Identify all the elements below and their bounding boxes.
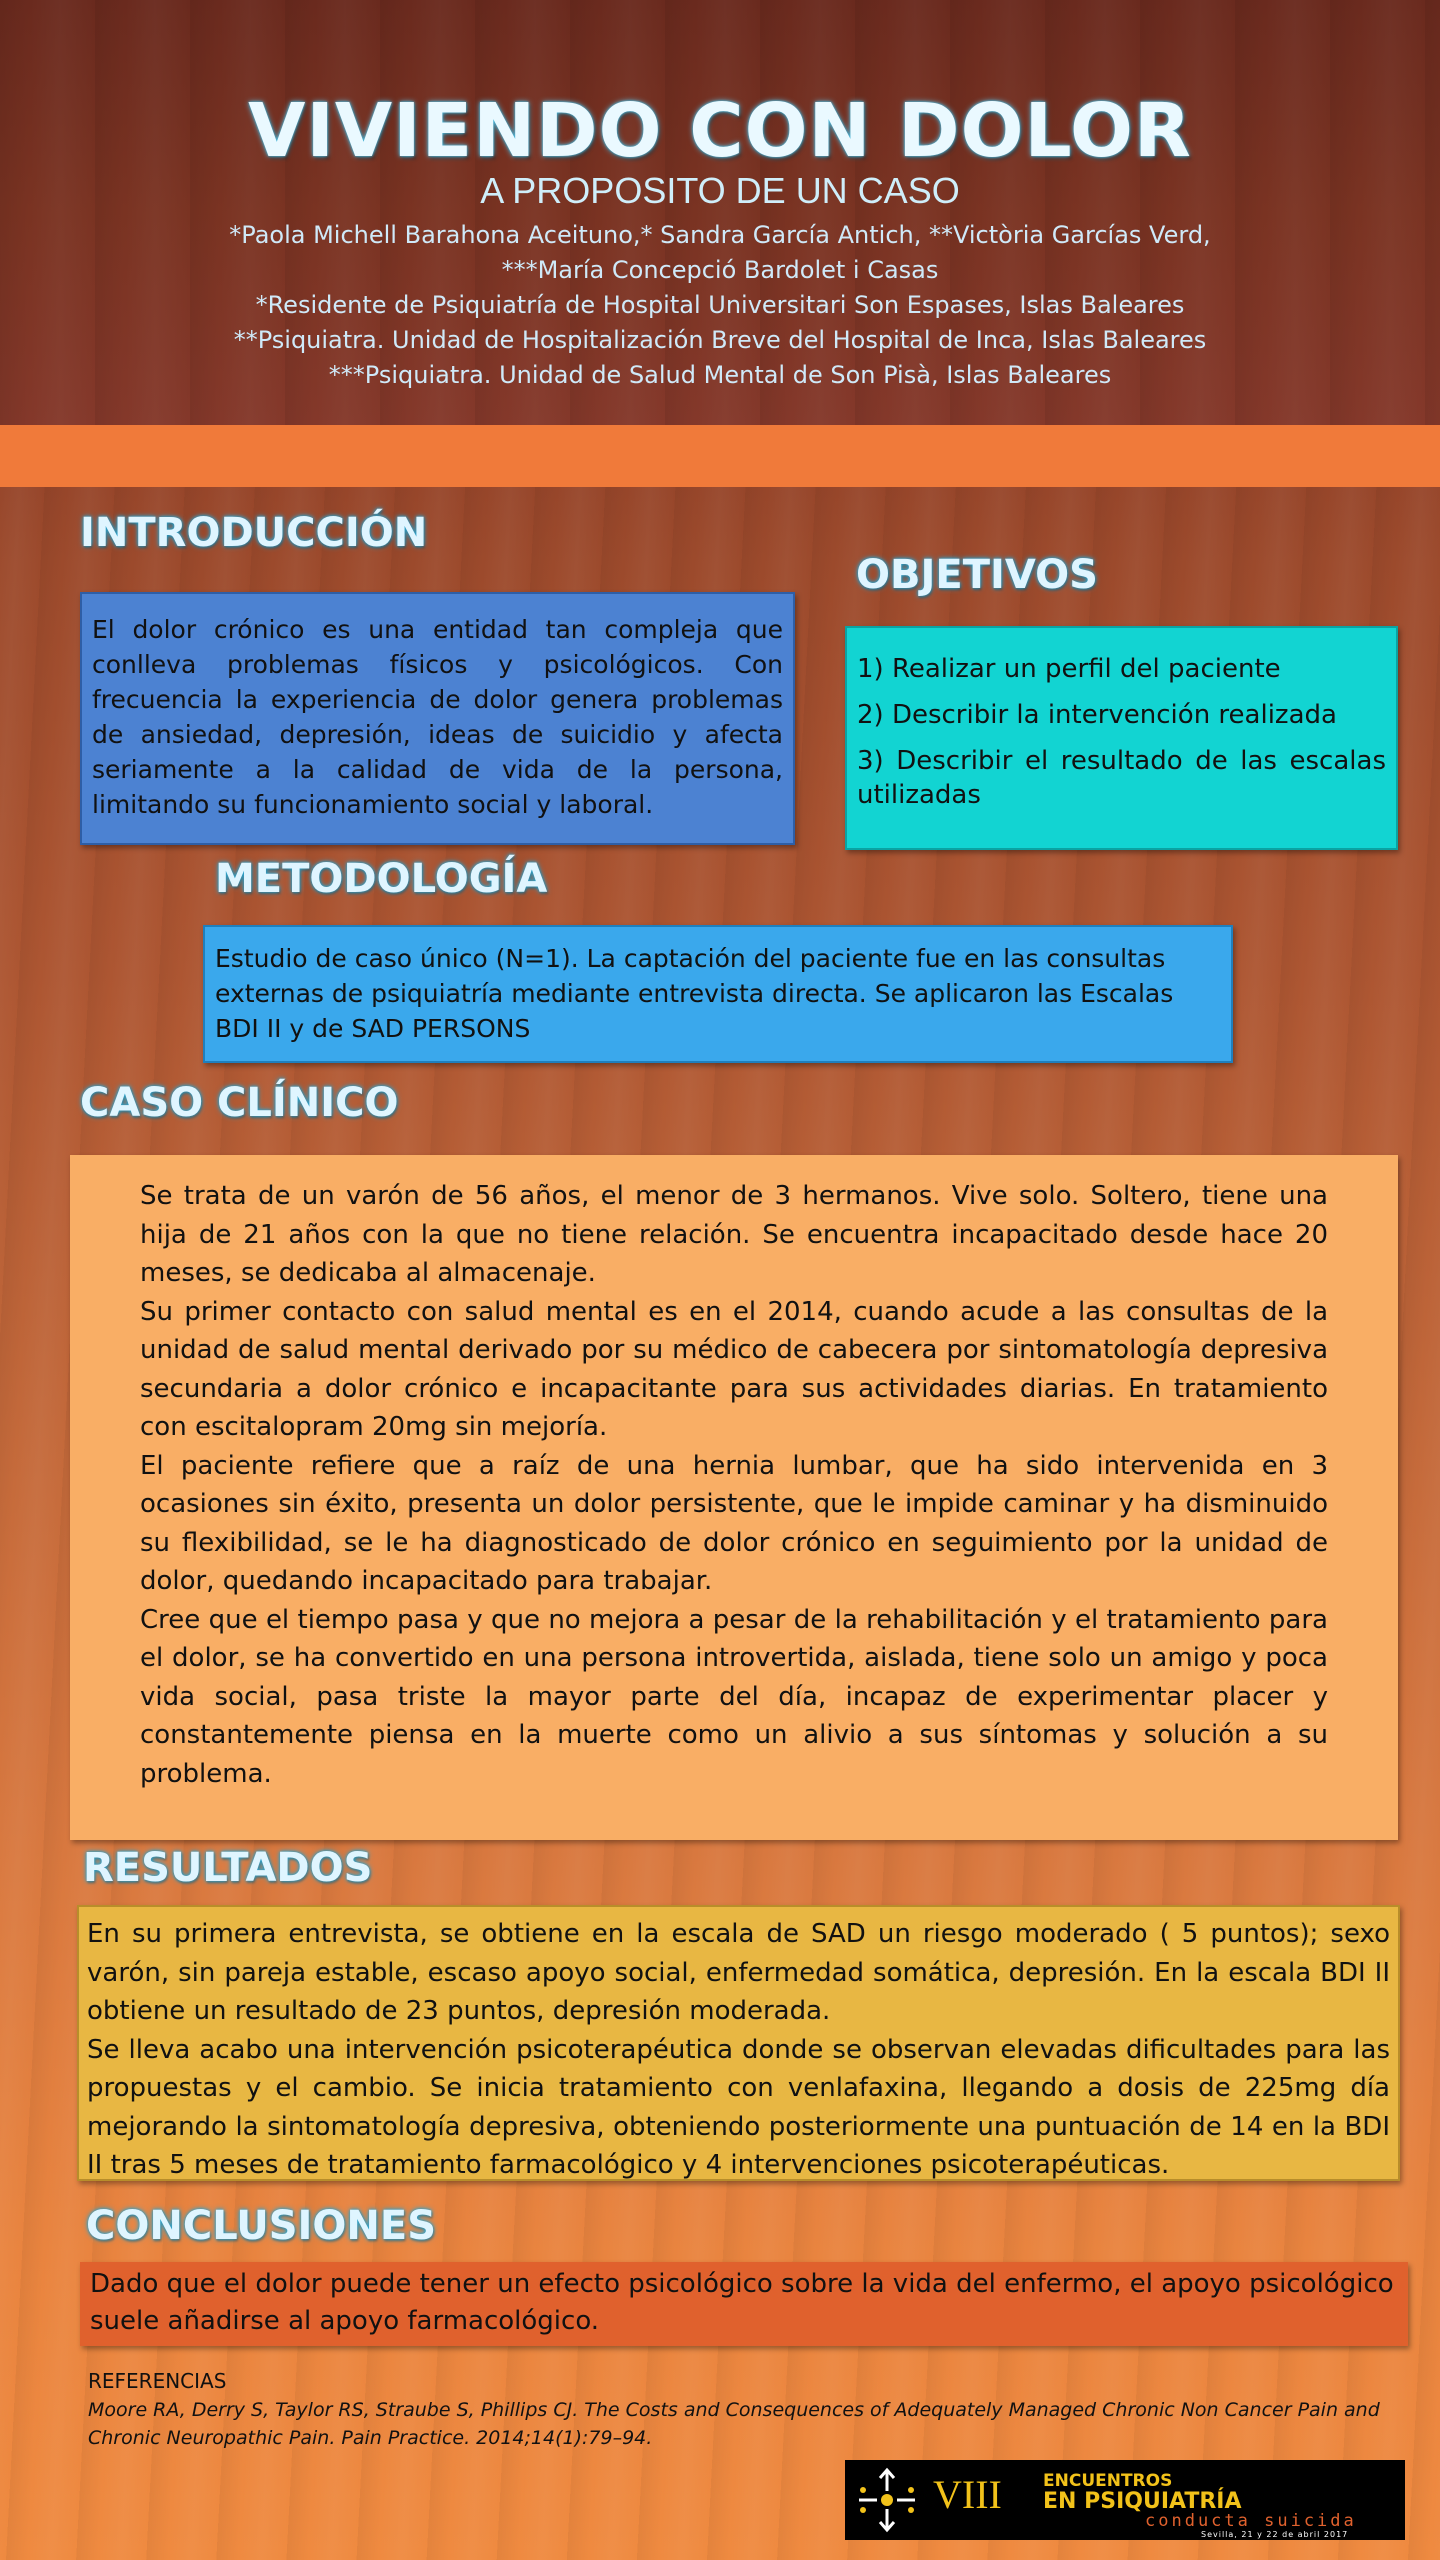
- metodologia-text: Estudio de caso único (N=1). La captación del paciente fue en las consultas externas de psiquiatría mediante entrevista directa. Se aplicaron las Escalas BDI II y de SAD PERSONS: [215, 944, 1174, 1043]
- logo-line-conducta: conducta suicida: [1145, 2511, 1357, 2531]
- conclusiones-text: Dado que el dolor puede tener un efecto psicológico sobre la vida del enfermo, el apoyo psicológico suele añadirse al apoyo farmacológico.: [90, 2269, 1394, 2336]
- event-logo: [845, 2460, 1405, 2540]
- compass-star-icon: [859, 2470, 915, 2530]
- caso-paragraph: Se trata de un varón de 56 años, el menor de 3 hermanos. Vive solo. Soltero, tiene una hija de 21 años con la que no tiene relación. Se encuentra incapacitado desde hace 20 meses, se dedicaba al almacenaje.: [140, 1181, 1328, 1288]
- section-title-resultados: RESULTADOS: [83, 1845, 373, 1891]
- logo-numeral: VIII: [933, 2472, 1002, 2517]
- metodologia-box: [203, 925, 1233, 1063]
- resultados-box: [77, 1905, 1400, 2181]
- resultados-paragraph: En su primera entrevista, se obtiene en la escala de SAD un riesgo moderado ( 5 puntos); sexo varón, sin pareja estable, escaso apoyo social, enfermedad somática, depresión. En la escala BDI II obtiene un resultado de 23 puntos, depresión moderada.: [87, 1919, 1390, 2026]
- divider-band: [0, 425, 1440, 487]
- event-logo-graphic: [845, 2460, 1405, 2540]
- affiliation-line: *Residente de Psiquiatría de Hospital Universitari Son Espases, Islas Baleares: [255, 291, 1185, 319]
- caso-paragraph: Su primer contacto con salud mental es en el 2014, cuando acude a las consultas de la unidad de salud mental derivado por su médico de cabecera por sintomatología depresiva secundaria a dolor crónico e incapacitante para sus actividades diarias. En tratamiento con escitalopram 20mg sin mejoría.: [140, 1296, 1328, 1442]
- poster-subtitle: A PROPOSITO DE UN CASO: [480, 170, 960, 211]
- author-line: ***María Concepció Bardolet i Casas: [501, 256, 939, 284]
- introduccion-text: El dolor crónico es una entidad tan compleja que conlleva problemas físicos y psicológicos. Con frecuencia la experiencia de dolor genera problemas de ansiedad, depresión, ideas de suicidio y afecta seriamente a la calidad de vida de la persona, limitando su funcionamiento social y laboral.: [92, 615, 783, 819]
- affiliation-line: ***Psiquiatra. Unidad de Salud Mental de Son Pisà, Islas Baleares: [328, 361, 1112, 389]
- introduccion-box: [80, 592, 795, 845]
- poster-header: [0, 0, 1440, 425]
- references-label: REFERENCIAS: [88, 2369, 227, 2393]
- affiliations: [0, 288, 1440, 393]
- logo-line-encuentros: ENCUENTROS: [1043, 2471, 1173, 2491]
- section-title-introduccion: INTRODUCCIÓN: [80, 510, 428, 556]
- section-title-objetivos: OBJETIVOS: [856, 552, 1098, 598]
- poster-title: VIVIENDO CON DOLOR: [248, 88, 1192, 174]
- logo-line-psiquiatria: EN PSIQUIATRÍA: [1043, 2489, 1242, 2514]
- reference-item: Moore RA, Derry S, Taylor RS, Straube S, Phillips CJ. The Costs and Consequences of Adequately Managed Chronic Non Cancer Pain and Chronic Neuropathic Pain. Pain Practice. 2014;14(1):79–94.: [88, 2399, 1380, 2449]
- references: [88, 2366, 1388, 2452]
- author-line: *Paola Michell Barahona Aceituno,* Sandra García Antich, **Victòria Garcías Verd,: [229, 221, 1211, 249]
- section-title-conclusiones: CONCLUSIONES: [86, 2203, 437, 2249]
- resultados-paragraph: Se lleva acabo una intervención psicoterapéutica donde se observan elevadas dificultades para las propuestas y el cambio. Se inicia tratamiento con venlafaxina, llegando a dosis de 225mg día mejorando la sintomatología depresiva, obteniendo posteriormente una puntuación de 14 en la BDI II tras 5 meses de tratamiento farmacológico y 4 intervenciones psicoterapéuticas.: [87, 2034, 1390, 2180]
- logo-line-fecha: Sevilla, 21 y 22 de abril 2017: [1201, 2530, 1349, 2539]
- section-title-caso-clinico: CASO CLÍNICO: [80, 1080, 399, 1126]
- section-title-metodologia: METODOLOGÍA: [215, 856, 548, 902]
- affiliation-line: **Psiquiatra. Unidad de Hospitalización Breve del Hospital de Inca, Islas Baleares: [233, 326, 1207, 354]
- objetivo-item: 1) Realizar un perfil del paciente: [857, 654, 1281, 684]
- objetivo-item: 3) Describir el resultado de las escalas utilizadas: [857, 746, 1386, 810]
- caso-clinico-box: [70, 1155, 1398, 1840]
- caso-paragraph: Cree que el tiempo pasa y que no mejora a pesar de la rehabilitación y el tratamiento para el dolor, se ha convertido en una persona introvertida, aislada, tiene solo un amigo y poca vida social, pasa triste la mayor parte del día, incapaz de experimentar placer y constantemente piensa en la muerte como un alivio a sus síntomas y solución a su problema.: [140, 1604, 1328, 1789]
- objetivo-item: 2) Describir la intervención realizada: [857, 700, 1337, 730]
- conclusiones-box: [80, 2262, 1408, 2346]
- objetivos-box: [845, 626, 1398, 850]
- caso-paragraph: El paciente refiere que a raíz de una hernia lumbar, que ha sido intervenida en 3 ocasiones sin éxito, presenta un dolor persistente, que le impide caminar y ha disminuido su flexibilidad, se le ha diagnosticado de dolor crónico en seguimiento por la unidad de dolor, quedando incapacitado para trabajar.: [140, 1450, 1328, 1596]
- authors: [0, 218, 1440, 288]
